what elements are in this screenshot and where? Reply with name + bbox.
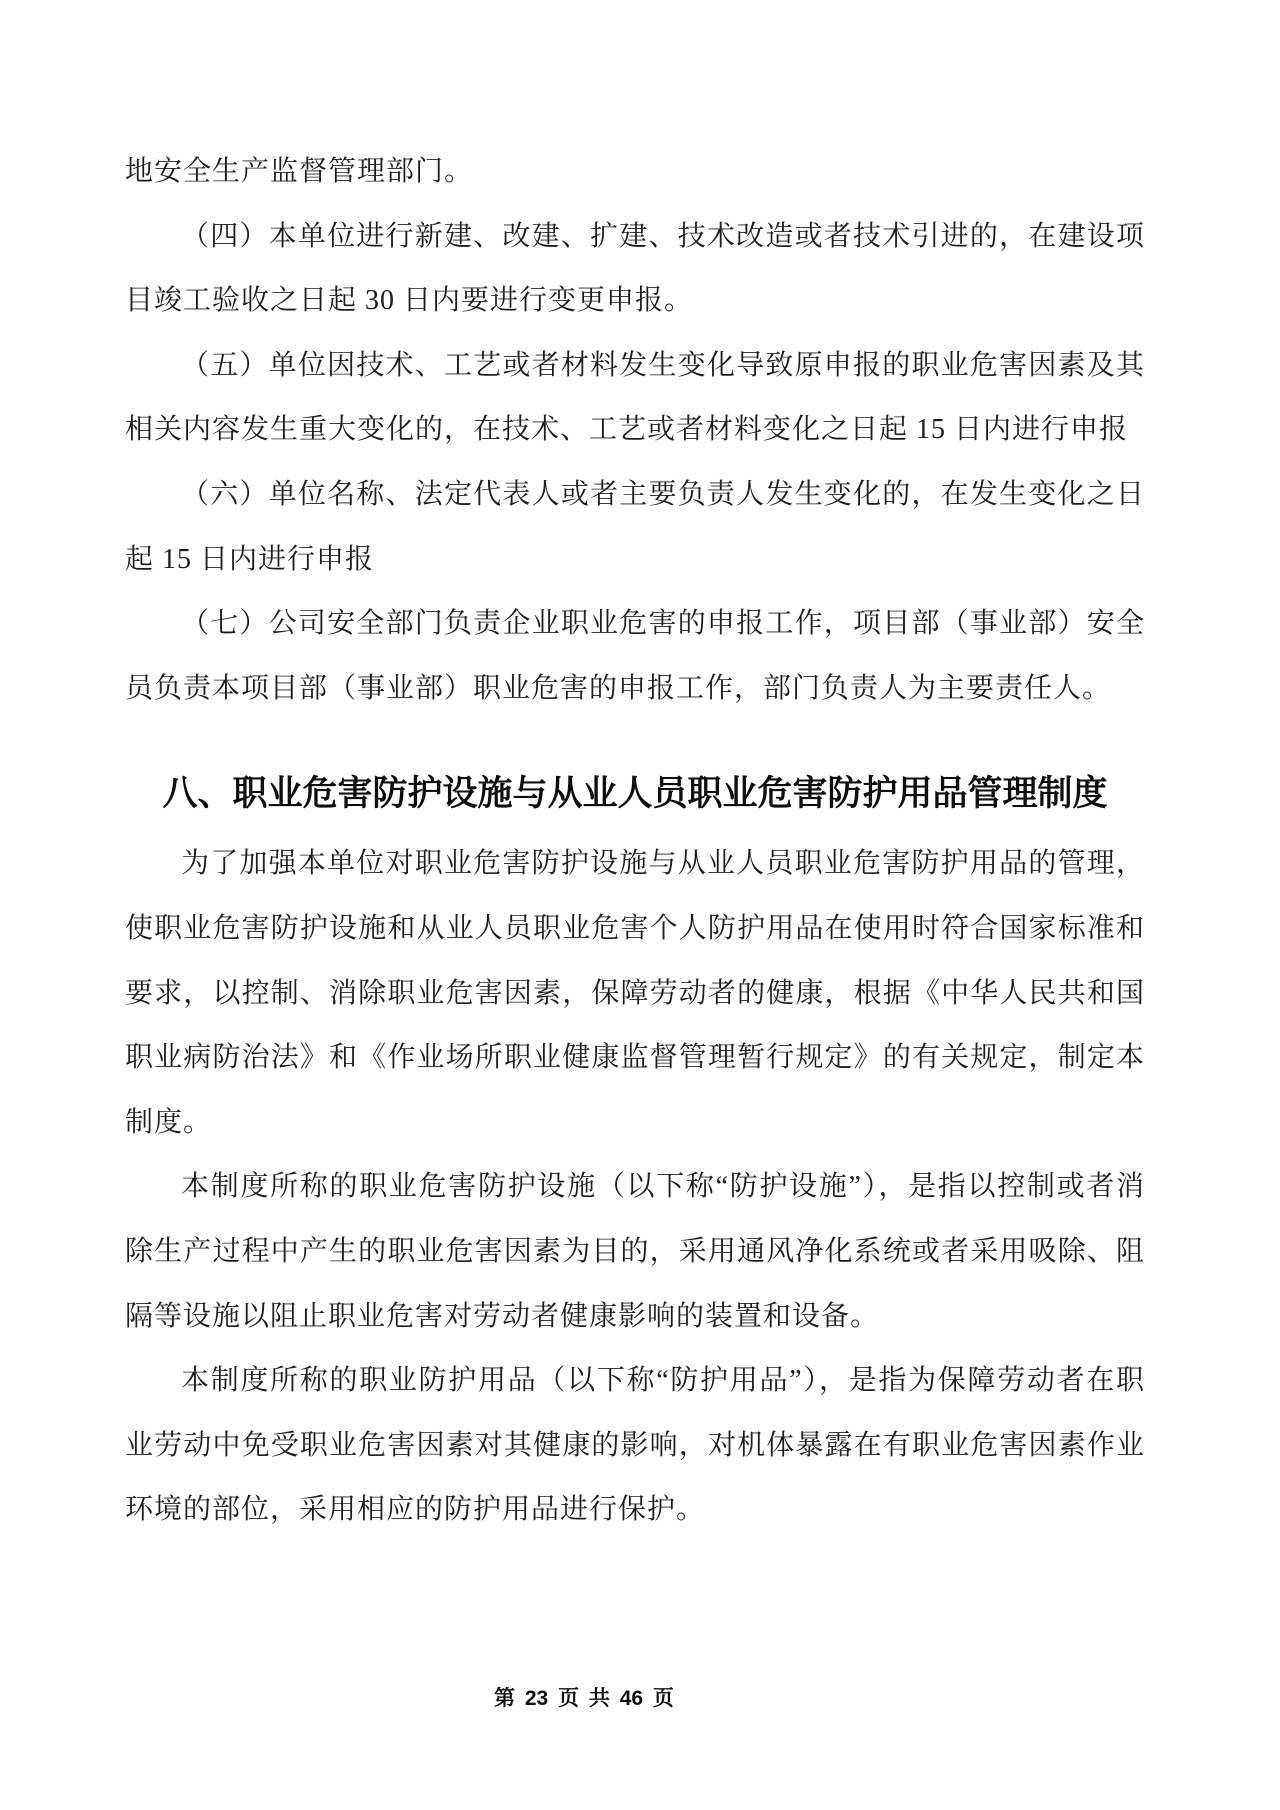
paragraph-item-6: （六）单位名称、法定代表人或者主要负责人发生变化的，在发生变化之日起 15 日内进行申报 — [125, 478, 1145, 575]
paragraph-item-7: （七）公司安全部门负责企业职业危害的申报工作，项目部（事业部）安全员负责本项目部（事业部）职业危害的申报工作，部门负责人为主要责任人。 — [125, 608, 1145, 704]
page-number-text: 第 23 页 共 46 页 — [494, 1687, 674, 1710]
paragraph-continuation: 地安全生产监督管理部门。 — [125, 156, 474, 187]
page-footer — [0, 1682, 1168, 1712]
section-heading: 八、职业危害防护设施与从业人员职业危害防护用品管理制度 — [162, 774, 1108, 814]
paragraph-definition-ppe: 本制度所称的职业防护用品（以下称“防护用品”），是指为保障劳动者在职业劳动中免受职业危害因素对其健康的影响，对机体暴露在有职业危害因素作业环境的部位，采用相应的防护用品进行保护。 — [125, 1365, 1145, 1526]
paragraph-purpose: 为了加强本单位对职业危害防护设施与从业人员职业危害防护用品的管理，使职业危害防护设施和从业人员职业危害个人防护用品在使用时符合国家标准和要求，以控制、消除职业危害因素，保障劳动者的健康，根据《中华人民共和国职业病防治法》和《作业场所职业健康监督管理暂行规定》的有关规定，制定本制度。 — [125, 848, 1145, 1138]
document-body — [125, 140, 1145, 1543]
paragraph-item-4: （四）本单位进行新建、改建、扩建、技术改造或者技术引进的，在建设项目竣工验收之日起 30 日内要进行变更申报。 — [125, 220, 1145, 317]
paragraph-definition-facilities: 本制度所称的职业危害防护设施（以下称“防护设施”），是指以控制或者消除生产过程中产生的职业危害因素为目的，采用通风净化系统或者采用吸除、阻隔等设施以阻止职业危害对劳动者健康影响的装置和设备。 — [125, 1171, 1146, 1332]
paragraph-item-5: （五）单位因技术、工艺或者材料发生变化导致原申报的职业危害因素及其相关内容发生重大变化的，在技术、工艺或者材料变化之日起 15 日内进行申报 — [125, 349, 1145, 446]
